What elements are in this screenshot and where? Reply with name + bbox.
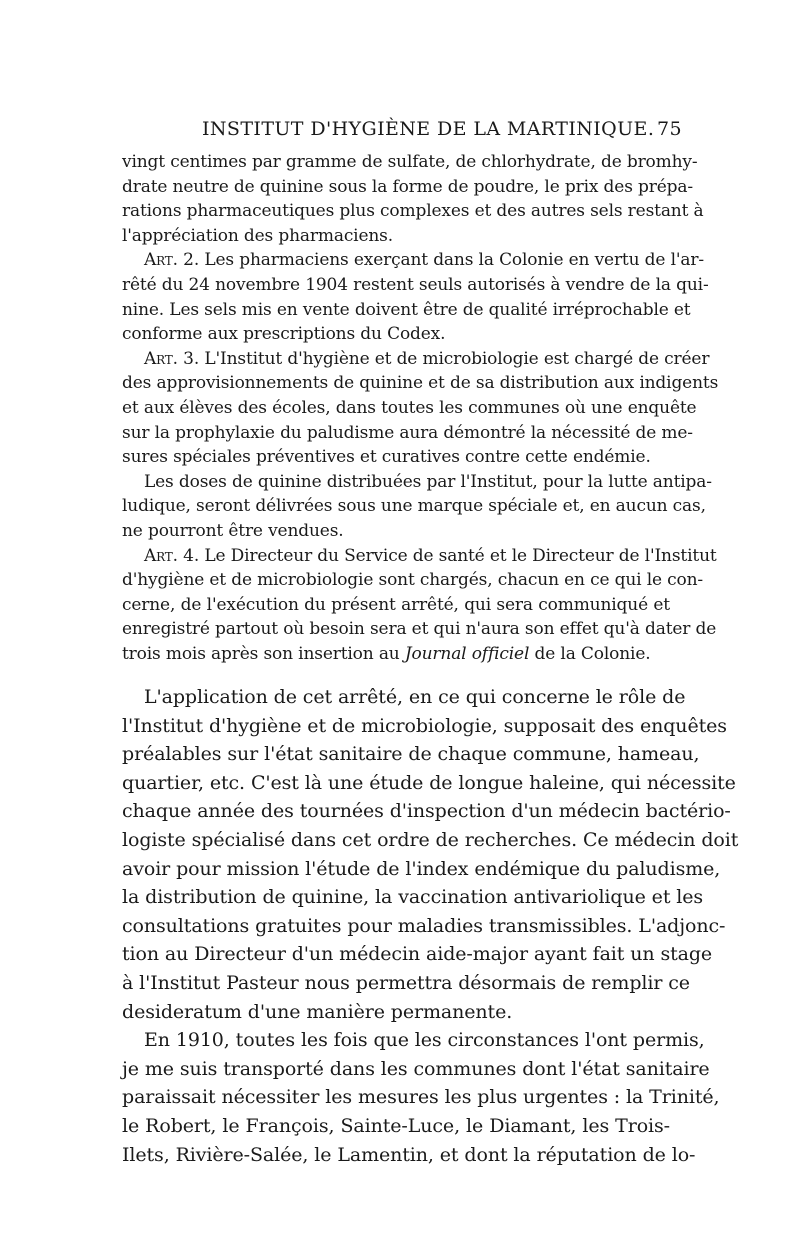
text-line: quartier, etc. C'est là une étude de longue haleine, qui nécessite: [122, 771, 736, 794]
page-number: 75: [657, 118, 682, 140]
text-line: rêté du 24 novembre 1904 restent seuls autorisés à vendre de la qui-: [122, 274, 709, 295]
text-line: enregistré partout où besoin sera et qui n'aura son effet qu'à dater de: [122, 619, 717, 640]
text-line: desideratum d'une manière permanente.: [122, 1000, 513, 1023]
text-line: En 1910, toutes les fois que les circonstances l'ont permis,: [144, 1029, 705, 1052]
text-line: ne pourront être vendues.: [122, 520, 344, 541]
text-line: la distribution de quinine, la vaccination antivariolique et les: [122, 886, 704, 909]
text-line: le Robert, le François, Sainte-Luce, le Diamant, les Trois-: [122, 1114, 670, 1137]
paragraph-doses: [122, 470, 712, 544]
text-line: logiste spécialisé dans cet ordre de recherches. Ce médecin doit: [122, 828, 739, 851]
journal-title: Journal officiel: [404, 643, 530, 664]
text-line: paraissait nécessiter les mesures les plus urgentes : la Trinité,: [122, 1086, 720, 1109]
text-line: préalables sur l'état sanitaire de chaque commune, hameau,: [122, 743, 700, 766]
text-line: Les doses de quinine distribuées par l'Institut, pour la lutte antipa-: [144, 471, 712, 492]
text-line: sur la prophylaxie du paludisme aura démontré la nécessité de me-: [122, 422, 693, 443]
paragraph-application: [122, 683, 739, 1026]
article-label: Art. 3.: [144, 348, 200, 369]
text-line: Art. 2. Les pharmaciens exerçant dans la Colonie en vertu de l'ar-: [144, 250, 704, 271]
text-line: Ilets, Rivière-Salée, le Lamentin, et dont la réputation de lo-: [122, 1143, 696, 1166]
text-line: d'hygiène et de microbiologie sont chargés, chacun en ce qui le con-: [122, 570, 703, 591]
paragraph-1910: [122, 1026, 720, 1169]
text-line: Art. 3. L'Institut d'hygiène et de microbiologie est chargé de créer: [144, 348, 710, 369]
article-4: [122, 544, 717, 667]
text-line: trois mois après son insertion au Journal officiel de la Colonie.: [122, 643, 651, 664]
text-line: rations pharmaceutiques plus complexes et des autres sels restant à: [122, 201, 704, 222]
paragraph-sulfate-prices: [122, 150, 704, 248]
article-label: Art. 4.: [144, 545, 200, 566]
text-line: des approvisionnements de quinine et de sa distribution aux indigents: [122, 373, 719, 394]
running-title: INSTITUT D'HYGIÈNE DE LA MARTINIQUE.: [202, 118, 655, 140]
text-line: Art. 4. Le Directeur du Service de santé et le Directeur de l'Institut: [144, 545, 717, 566]
article-3: [122, 347, 719, 470]
text-line: L'application de cet arrêté, en ce qui concerne le rôle de: [144, 686, 686, 708]
text-line: conforme aux prescriptions du Codex.: [122, 324, 446, 345]
text-line: je me suis transporté dans les communes dont l'état sanitaire: [122, 1057, 710, 1080]
decree-section: [122, 150, 719, 666]
text-line: ludique, seront délivrées sous une marque spéciale et, en aucun cas,: [122, 496, 706, 517]
article-2: [122, 248, 709, 346]
text-line: l'appréciation des pharmaciens.: [122, 225, 394, 246]
text-line: cerne, de l'exécution du présent arrêté, qui sera communiqué et: [122, 594, 670, 615]
text-line: l'Institut d'hygiène et de microbiologie, supposait des enquêtes: [122, 714, 727, 737]
narrative-section: [122, 683, 739, 1169]
text-line: drate neutre de quinine sous la forme de poudre, le prix des prépa-: [122, 176, 693, 197]
article-label: Art. 2.: [144, 250, 200, 271]
text-line: nine. Les sels mis en vente doivent être de qualité irréprochable et: [122, 299, 691, 320]
text-line: sures spéciales préventives et curatives contre cette endémie.: [122, 447, 651, 468]
text-line: chaque année des tournées d'inspection d'un médecin bactério-: [122, 800, 731, 823]
text-line: à l'Institut Pasteur nous permettra désormais de remplir ce: [122, 971, 690, 994]
text-line: avoir pour mission l'étude de l'index endémique du paludisme,: [122, 857, 721, 880]
text-line: tion au Directeur d'un médecin aide-major ayant fait un stage: [122, 943, 713, 966]
text-line: et aux élèves des écoles, dans toutes les communes où une enquête: [122, 397, 697, 418]
text-line: consultations gratuites pour maladies transmissibles. L'adjonc-: [122, 914, 726, 937]
text-line: vingt centimes par gramme de sulfate, de chlorhydrate, de bromhy-: [122, 152, 698, 172]
